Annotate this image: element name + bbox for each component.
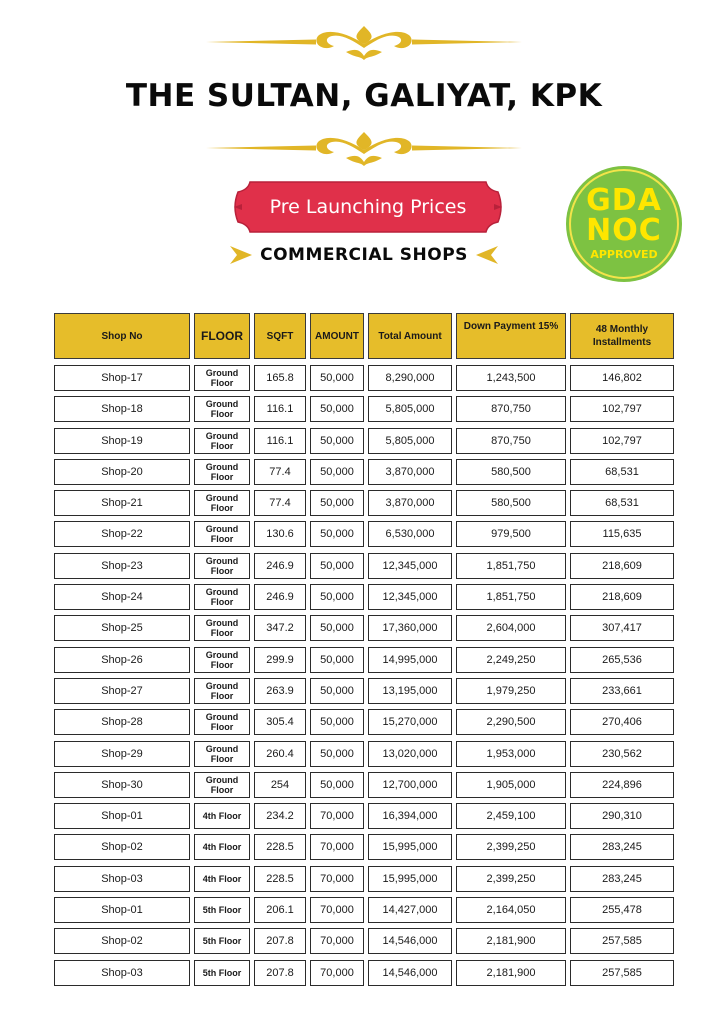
installment-cell: 257,585: [570, 928, 674, 954]
total-amount-cell: 6,530,000: [368, 521, 452, 547]
shop-no-cell: Shop-17: [54, 365, 190, 391]
sqft-cell: 207.8: [254, 928, 306, 954]
floor-label: Ground Floor: [205, 399, 239, 420]
floor-label: Ground Floor: [205, 680, 239, 701]
gold-ornament-divider: [206, 22, 522, 62]
header-sqft: SQFT: [254, 313, 306, 359]
installment-cell: 102,797: [570, 428, 674, 454]
floor-label: 5th Floor: [202, 936, 242, 947]
header-amount: AMOUNT: [310, 313, 364, 359]
floor-label: 4th Floor: [202, 842, 242, 853]
sqft-cell: 77.4: [254, 490, 306, 516]
table-row: [54, 520, 674, 551]
shop-no-cell: Shop-28: [54, 709, 190, 735]
table-row: [54, 364, 674, 395]
amount-cell: 50,000: [310, 365, 364, 391]
total-amount-cell: 12,345,000: [368, 553, 452, 579]
installment-cell: 68,531: [570, 490, 674, 516]
down-payment-cell: 979,500: [456, 521, 566, 547]
down-payment-cell: 2,164,050: [456, 897, 566, 923]
amount-cell: 50,000: [310, 678, 364, 704]
table-row: [54, 708, 674, 739]
sqft-cell: 206.1: [254, 897, 306, 923]
floor-label: Ground Floor: [205, 430, 239, 451]
floor-label: 5th Floor: [202, 905, 242, 916]
table-row: [54, 458, 674, 489]
floor-label: 5th Floor: [202, 967, 242, 978]
floor-cell: [194, 678, 250, 704]
amount-cell: 50,000: [310, 584, 364, 610]
floor-cell: [194, 490, 250, 516]
total-amount-cell: 5,805,000: [368, 396, 452, 422]
table-row: [54, 959, 674, 990]
sqft-cell: 228.5: [254, 834, 306, 860]
installment-cell: 257,585: [570, 960, 674, 986]
floor-cell: [194, 741, 250, 767]
table-row: [54, 646, 674, 677]
installment-cell: 224,896: [570, 772, 674, 798]
amount-cell: 50,000: [310, 615, 364, 641]
total-amount-cell: 12,700,000: [368, 772, 452, 798]
total-amount-cell: 15,995,000: [368, 834, 452, 860]
installment-cell: 146,802: [570, 365, 674, 391]
down-payment-cell: 580,500: [456, 459, 566, 485]
sqft-cell: 228.5: [254, 866, 306, 892]
sqft-cell: 130.6: [254, 521, 306, 547]
table-row: [54, 489, 674, 520]
badge-line-noc: NOC: [586, 213, 662, 248]
badge-line-approved: APPROVED: [590, 248, 658, 261]
total-amount-cell: 14,546,000: [368, 928, 452, 954]
total-amount-cell: 12,345,000: [368, 584, 452, 610]
shop-no-cell: Shop-02: [54, 834, 190, 860]
floor-label: Ground Floor: [205, 493, 239, 514]
total-amount-cell: 5,805,000: [368, 428, 452, 454]
gda-noc-approved-badge: [566, 166, 682, 282]
floor-label: Ground Floor: [205, 368, 239, 388]
down-payment-cell: 2,290,500: [456, 709, 566, 735]
down-payment-cell: 580,500: [456, 490, 566, 516]
total-amount-cell: 14,546,000: [368, 960, 452, 986]
sqft-cell: 260.4: [254, 741, 306, 767]
amount-cell: 70,000: [310, 803, 364, 829]
amount-cell: 70,000: [310, 897, 364, 923]
floor-cell: [194, 553, 250, 579]
total-amount-cell: 3,870,000: [368, 459, 452, 485]
shop-no-cell: Shop-01: [54, 803, 190, 829]
shop-no-cell: Shop-26: [54, 647, 190, 673]
floor-cell: [194, 647, 250, 673]
floor-label: Ground Floor: [205, 524, 239, 545]
down-payment-cell: 1,979,250: [456, 678, 566, 704]
down-payment-cell: 2,399,250: [456, 834, 566, 860]
amount-cell: 50,000: [310, 521, 364, 547]
installment-cell: 290,310: [570, 803, 674, 829]
installment-cell: 307,417: [570, 615, 674, 641]
sqft-cell: 263.9: [254, 678, 306, 704]
header-down-payment: Down Payment 15%: [456, 313, 566, 359]
down-payment-cell: 1,953,000: [456, 741, 566, 767]
amount-cell: 50,000: [310, 396, 364, 422]
floor-label: Ground Floor: [205, 649, 239, 670]
sqft-cell: 246.9: [254, 553, 306, 579]
table-row: [54, 896, 674, 927]
shop-no-cell: Shop-25: [54, 615, 190, 641]
sqft-cell: 299.9: [254, 647, 306, 673]
installment-cell: 230,562: [570, 741, 674, 767]
sqft-cell: 116.1: [254, 428, 306, 454]
shop-no-cell: Shop-27: [54, 678, 190, 704]
shop-no-cell: Shop-02: [54, 928, 190, 954]
floor-cell: [194, 960, 250, 986]
installment-cell: 102,797: [570, 396, 674, 422]
installment-cell: 283,245: [570, 866, 674, 892]
amount-cell: 50,000: [310, 647, 364, 673]
floor-cell: [194, 584, 250, 610]
table-row: [54, 395, 674, 426]
installment-cell: 218,609: [570, 584, 674, 610]
shop-no-cell: Shop-18: [54, 396, 190, 422]
price-table: [54, 312, 674, 990]
shop-no-cell: Shop-19: [54, 428, 190, 454]
banner-text: Pre Launching Prices: [269, 196, 467, 218]
down-payment-cell: 2,604,000: [456, 615, 566, 641]
installment-cell: 283,245: [570, 834, 674, 860]
table-row: [54, 802, 674, 833]
sqft-cell: 165.8: [254, 365, 306, 391]
floor-cell: [194, 834, 250, 860]
installment-cell: 255,478: [570, 897, 674, 923]
down-payment-cell: 1,851,750: [456, 584, 566, 610]
table-row: [54, 833, 674, 864]
floor-label: Ground Floor: [205, 587, 239, 608]
table-row: [54, 583, 674, 614]
shop-no-cell: Shop-03: [54, 866, 190, 892]
floor-cell: [194, 897, 250, 923]
floor-cell: [194, 803, 250, 829]
floor-label: Ground Floor: [205, 774, 239, 795]
table-row: [54, 677, 674, 708]
down-payment-cell: 1,851,750: [456, 553, 566, 579]
down-payment-cell: 870,750: [456, 428, 566, 454]
amount-cell: 70,000: [310, 866, 364, 892]
pre-launch-banner: [232, 180, 504, 234]
down-payment-cell: 2,249,250: [456, 647, 566, 673]
table-row: [54, 427, 674, 458]
floor-label: Ground Floor: [205, 618, 239, 639]
floor-cell: [194, 928, 250, 954]
arrow-left-icon: [476, 244, 498, 266]
floor-cell: [194, 365, 250, 391]
shop-no-cell: Shop-22: [54, 521, 190, 547]
floor-cell: [194, 428, 250, 454]
floor-cell: [194, 396, 250, 422]
total-amount-cell: 15,995,000: [368, 866, 452, 892]
installment-cell: 115,635: [570, 521, 674, 547]
sqft-cell: 347.2: [254, 615, 306, 641]
total-amount-cell: 16,394,000: [368, 803, 452, 829]
floor-cell: [194, 615, 250, 641]
floor-cell: [194, 521, 250, 547]
floor-label: Ground Floor: [205, 743, 239, 764]
shop-no-cell: Shop-20: [54, 459, 190, 485]
shop-no-cell: Shop-30: [54, 772, 190, 798]
total-amount-cell: 15,270,000: [368, 709, 452, 735]
header-shop-no: Shop No: [54, 313, 190, 359]
sqft-cell: 254: [254, 772, 306, 798]
floor-cell: [194, 772, 250, 798]
sqft-cell: 246.9: [254, 584, 306, 610]
total-amount-cell: 14,427,000: [368, 897, 452, 923]
shop-no-cell: Shop-01: [54, 897, 190, 923]
table-row: [54, 614, 674, 645]
shop-no-cell: Shop-29: [54, 741, 190, 767]
floor-label: Ground Floor: [205, 461, 239, 482]
down-payment-cell: 2,181,900: [456, 960, 566, 986]
down-payment-cell: 870,750: [456, 396, 566, 422]
arrow-right-icon: [230, 244, 252, 266]
amount-cell: 50,000: [310, 428, 364, 454]
section-subtitle: COMMERCIAL SHOPS: [260, 245, 468, 265]
floor-label: 4th Floor: [202, 873, 242, 884]
down-payment-cell: 2,459,100: [456, 803, 566, 829]
amount-cell: 70,000: [310, 960, 364, 986]
table-row: [54, 865, 674, 896]
page-title: THE SULTAN, GALIYAT, KPK: [125, 78, 603, 114]
badge-line-gda: GDA: [586, 183, 662, 218]
shop-no-cell: Shop-21: [54, 490, 190, 516]
header-monthly-installments: 48 Monthly Installments: [570, 313, 674, 359]
floor-cell: [194, 459, 250, 485]
amount-cell: 50,000: [310, 553, 364, 579]
down-payment-cell: 2,181,900: [456, 928, 566, 954]
total-amount-cell: 8,290,000: [368, 365, 452, 391]
sqft-cell: 305.4: [254, 709, 306, 735]
sqft-cell: 207.8: [254, 960, 306, 986]
floor-label: Ground Floor: [205, 712, 239, 733]
total-amount-cell: 13,195,000: [368, 678, 452, 704]
total-amount-cell: 14,995,000: [368, 647, 452, 673]
table-header-row: [54, 312, 674, 358]
amount-cell: 50,000: [310, 459, 364, 485]
table-row: [54, 552, 674, 583]
installment-cell: 68,531: [570, 459, 674, 485]
header-floor: FLOOR: [194, 313, 250, 359]
table-row: [54, 740, 674, 771]
amount-cell: 50,000: [310, 709, 364, 735]
amount-cell: 70,000: [310, 834, 364, 860]
floor-label: 4th Floor: [202, 811, 242, 822]
amount-cell: 70,000: [310, 928, 364, 954]
installment-cell: 270,406: [570, 709, 674, 735]
shop-no-cell: Shop-03: [54, 960, 190, 986]
table-body: [54, 364, 674, 990]
installment-cell: 233,661: [570, 678, 674, 704]
total-amount-cell: 13,020,000: [368, 741, 452, 767]
sqft-cell: 77.4: [254, 459, 306, 485]
down-payment-cell: 1,243,500: [456, 365, 566, 391]
amount-cell: 50,000: [310, 490, 364, 516]
total-amount-cell: 3,870,000: [368, 490, 452, 516]
amount-cell: 50,000: [310, 772, 364, 798]
floor-cell: [194, 709, 250, 735]
shop-no-cell: Shop-23: [54, 553, 190, 579]
installment-cell: 218,609: [570, 553, 674, 579]
table-row: [54, 927, 674, 958]
floor-label: Ground Floor: [205, 555, 239, 576]
sqft-cell: 234.2: [254, 803, 306, 829]
header-total-amount: Total Amount: [368, 313, 452, 359]
sqft-cell: 116.1: [254, 396, 306, 422]
installment-cell: 265,536: [570, 647, 674, 673]
gold-ornament-divider: [206, 128, 522, 168]
down-payment-cell: 1,905,000: [456, 772, 566, 798]
floor-cell: [194, 866, 250, 892]
amount-cell: 50,000: [310, 741, 364, 767]
total-amount-cell: 17,360,000: [368, 615, 452, 641]
table-row: [54, 771, 674, 802]
shop-no-cell: Shop-24: [54, 584, 190, 610]
down-payment-cell: 2,399,250: [456, 866, 566, 892]
